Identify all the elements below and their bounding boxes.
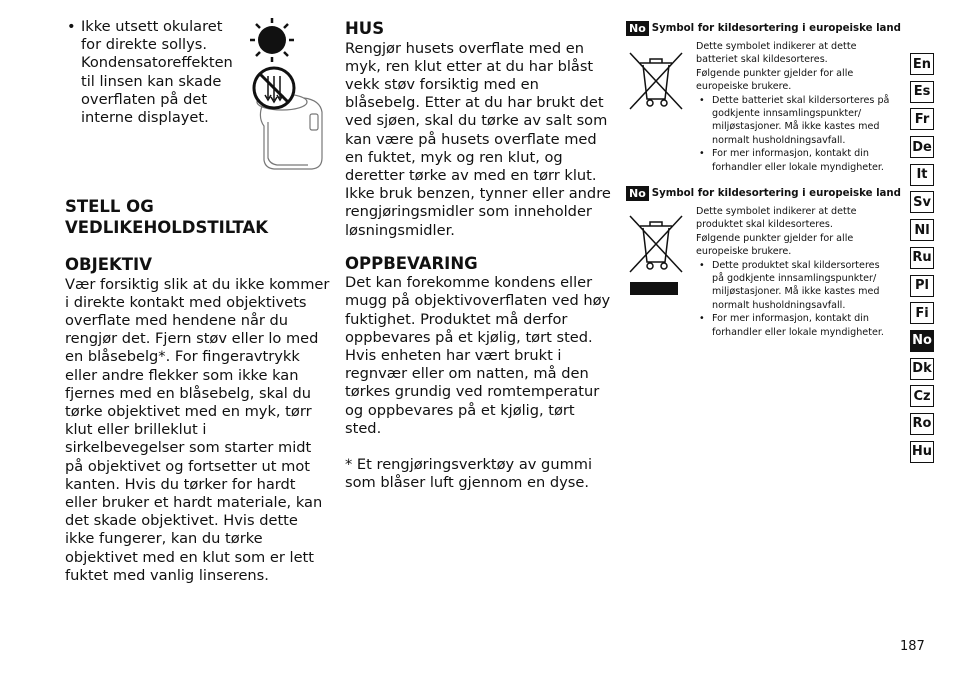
care-title: STELL OG VEDLIKEHOLDSTILTAK <box>65 197 269 237</box>
warning-block <box>66 18 231 127</box>
weee-heading-2 <box>626 186 901 201</box>
weee-title: Symbol for kildesortering i europeiske land <box>651 188 901 199</box>
weee-body-1 <box>696 40 891 174</box>
warning-item: • Ikke utsett okularet for direkte sollys. Kondensatoreffekten til linsen kan skade overflaten på det interne displayet. <box>81 18 231 127</box>
weee-bullets <box>696 94 891 174</box>
prohibited-icon <box>254 68 294 108</box>
weee-lead: Følgende punkter gjelder for alle europeiske brukere. <box>696 67 854 93</box>
weee-bullet: • For mer informasjon, kontakt din forhandler eller lokale myndigheter. <box>712 147 891 174</box>
no-sunlight-illustration <box>244 18 329 173</box>
weee-bullets <box>696 259 891 339</box>
care-section <box>65 197 330 585</box>
solid-bar-icon <box>630 282 678 295</box>
crossed-bin-icon <box>626 47 686 111</box>
page-number: 187 <box>900 639 925 654</box>
weee-lead: Følgende punkter gjelder for alle europeiske brukere. <box>696 232 854 258</box>
tab-es[interactable]: Es <box>910 81 934 103</box>
weee-title: Symbol for kildesortering i europeiske land <box>651 23 901 34</box>
storage-text: Det kan forekomme kondens eller mugg på objektivoverflaten ved høy fuktighet. Produktet må derfor oppbevares på et kjølig, tørt sted. Hvis enheten har vært brukt i regnvær eller om natten, må den tørkes grundig ved romtemperatur og oppbevares på et kjølig, tørt sted. <box>345 274 611 437</box>
language-badge: No <box>626 21 649 36</box>
weee-intro: Dette symbolet indikerer at dette produktet skal kildesorteres. <box>696 206 857 231</box>
tab-en[interactable]: En <box>910 53 934 75</box>
weee-bullet: • Dette produktet skal kildersorteres på godkjente innsamlingspunkter/ miljøstasjoner. Må ikke kastes med normalt husholdningsavfall. <box>712 259 891 313</box>
weee-bullet: • For mer informasjon, kontakt din forhandler eller lokale myndigheter. <box>712 312 891 339</box>
lens-title: OBJEKTIV <box>65 255 152 274</box>
tab-no[interactable]: No <box>910 330 934 352</box>
language-tabs <box>910 53 934 468</box>
language-badge: No <box>626 186 649 201</box>
storage-title: OPPBEVARING <box>345 253 478 273</box>
tab-fr[interactable]: Fr <box>910 108 934 130</box>
weee-bullet: • Dette batteriet skal kildersorteres på godkjente innsamlingspunkter/ miljøstasjoner. Må ikke kastes med normalt husholdningsavfall. <box>712 94 891 148</box>
weee-heading-1 <box>626 21 901 36</box>
tab-sv[interactable]: Sv <box>910 191 934 213</box>
tab-hu[interactable]: Hu <box>910 441 934 463</box>
housing-section <box>345 19 612 492</box>
tab-cz[interactable]: Cz <box>910 385 934 407</box>
housing-title: HUS <box>345 19 385 38</box>
lens-text: Vær forsiktig slik at du ikke kommer i direkte kontakt med objektivets overflate med hendene når du rengjør det. Fjern støv eller lo med en blåsebelg*. For fingeravtrykk eller andre flekker som ikke kan fjernes med en blåsebelg, skal du tørke objektivet med en myk, tørr klut eller brilleklut i sirkelbevegelser som starter midt på objektivet og fortsetter ut mot kanten. Hvis du tørker for hardt eller bruker et hardt materiale, kan det skade objektivet. Hvis dette ikke fungerer, kan du tørke objektivet med en klut som er lett fuktet med vanlig linserens. <box>65 275 330 584</box>
weee-intro: Dette symbolet indikerer at dette batteriet skal kildesorteres. <box>696 41 857 66</box>
tab-fi[interactable]: Fi <box>910 302 934 324</box>
sun-icon <box>250 18 294 62</box>
tab-de[interactable]: De <box>910 136 934 158</box>
tab-pl[interactable]: Pl <box>910 275 934 297</box>
crossed-bin-icon <box>626 210 686 300</box>
weee-body-2 <box>696 205 891 339</box>
tab-ro[interactable]: Ro <box>910 413 934 435</box>
storage-footnote: * Et rengjøringsverktøy av gummi som blåser luft gjennom en dyse. <box>345 456 593 492</box>
tab-ru[interactable]: Ru <box>910 247 934 269</box>
tab-it[interactable]: It <box>910 164 934 186</box>
tab-dk[interactable]: Dk <box>910 358 934 380</box>
tab-nl[interactable]: Nl <box>910 219 934 241</box>
housing-text: Rengjør husets overflate med en myk, ren klut etter at du har blåst vekk støv forsiktig med en blåsebelg. Etter at du har brukt det ved sjøen, skal du tørke av salt som kan være på husets overflate med en fuktet, myk og ren klut, og deretter tørke av med en tørr klut. Ikke bruk benzen, tynner eller andre rengjøringsmidler som inneholder løsningsmidler. <box>345 39 611 239</box>
warning-list <box>66 18 231 127</box>
